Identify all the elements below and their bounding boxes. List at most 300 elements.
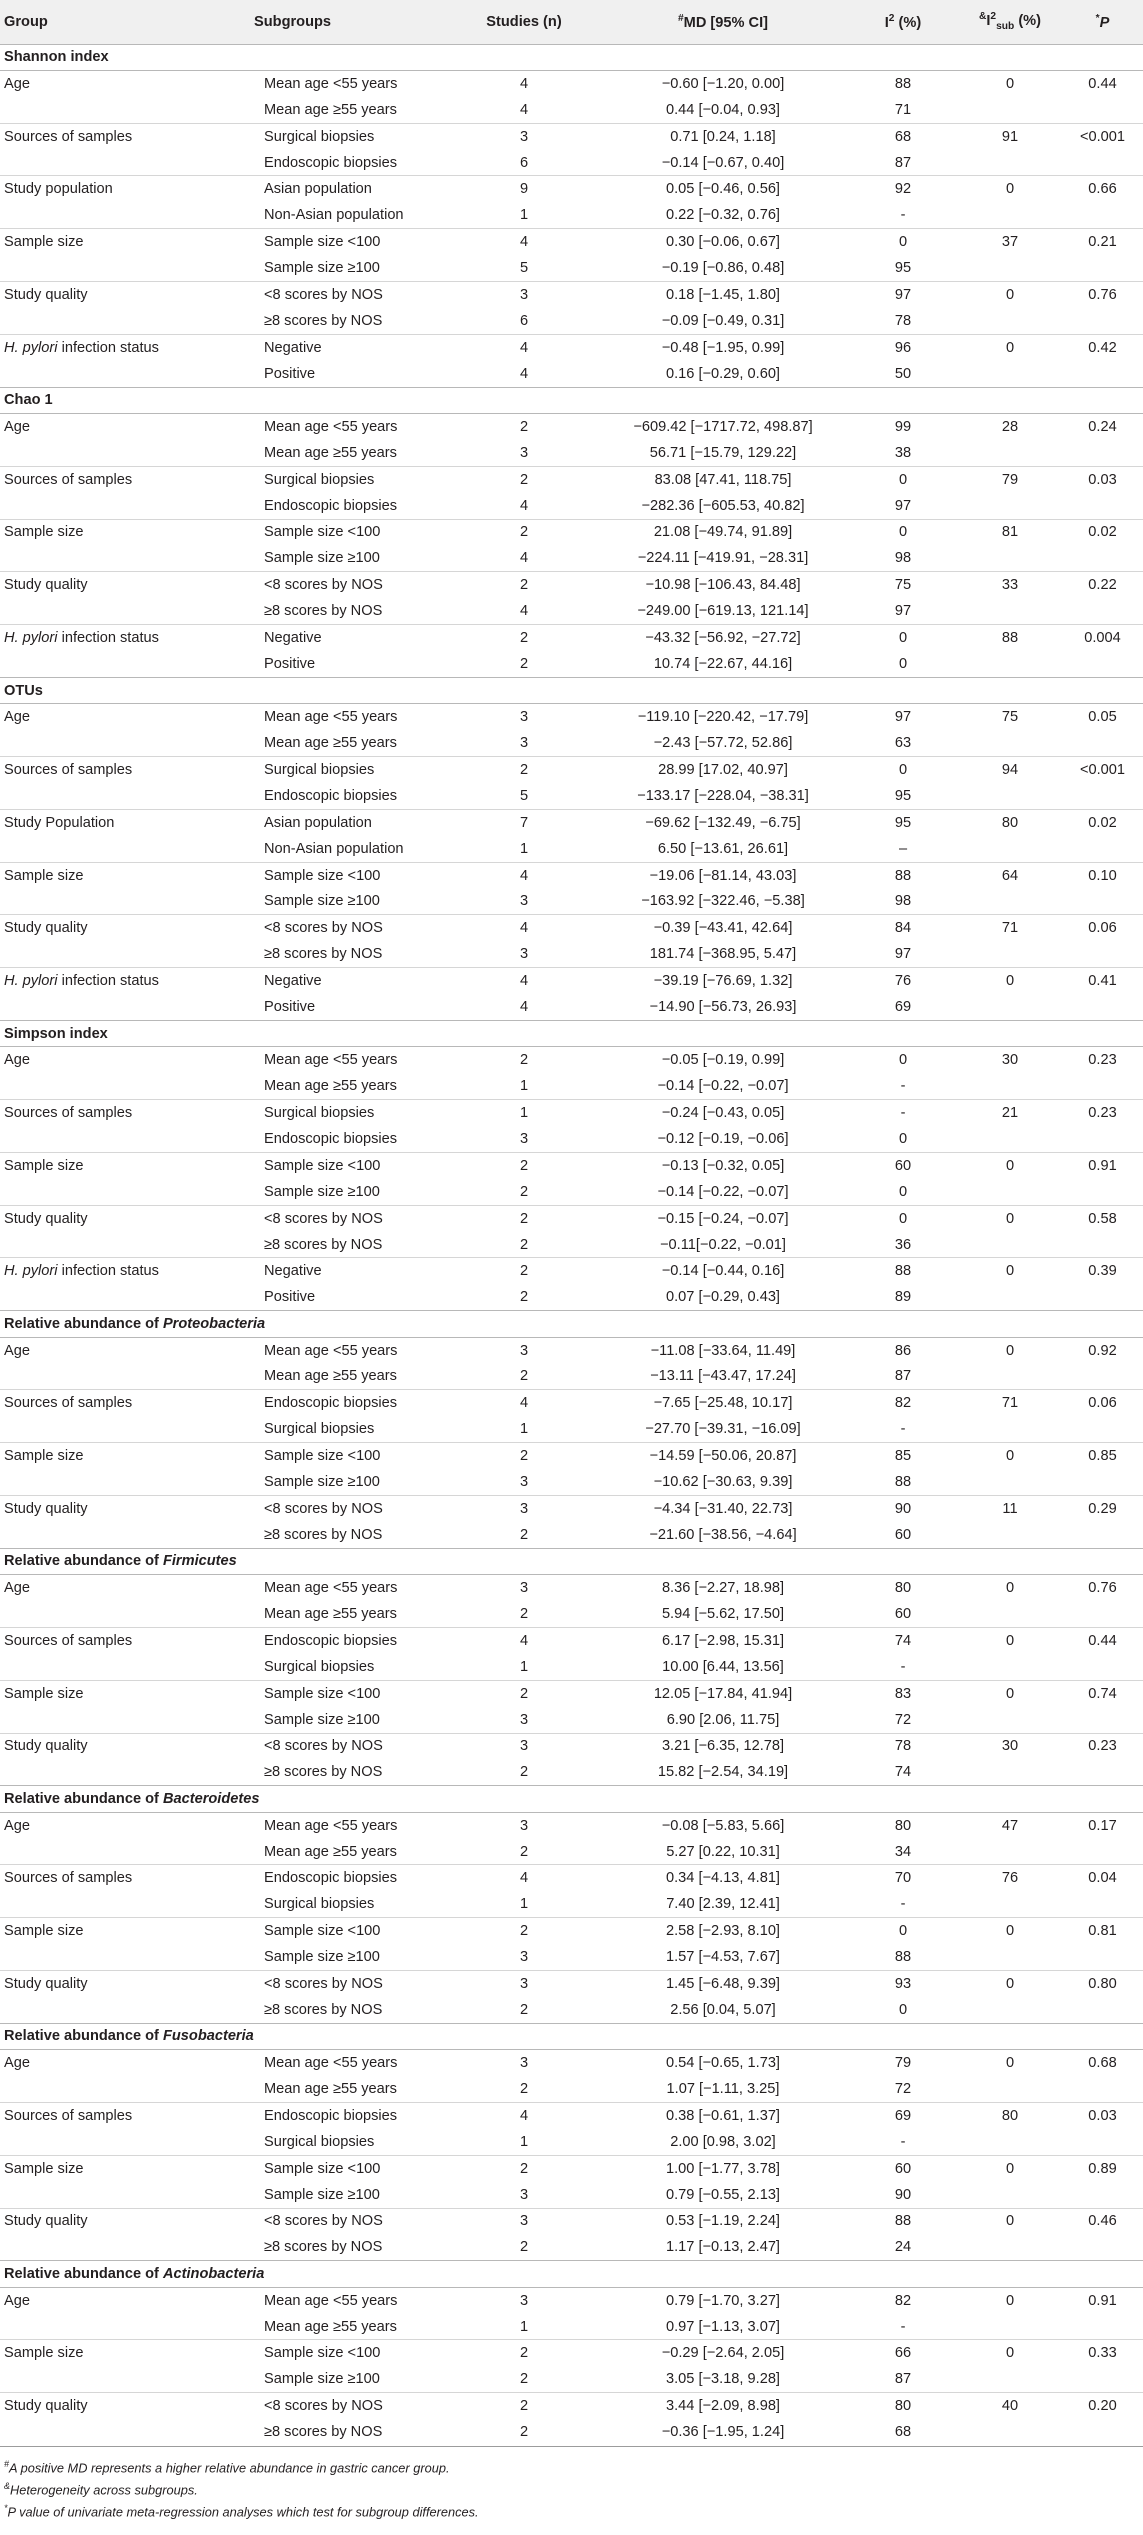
p-value-cell: 0.46 [1062, 2208, 1143, 2234]
section-title [0, 677, 1143, 703]
isub-cell: 0 [1005, 2055, 1015, 2072]
p-value-cell [1062, 2314, 1143, 2340]
studies-cell: 2 [519, 1605, 529, 1622]
md-ci-cell: −0.09 [−0.49, 0.31] [661, 312, 785, 329]
table-row [0, 545, 1143, 571]
group-name: Age [4, 2292, 30, 2309]
md-ci-cell: 1.07 [−1.11, 3.25] [666, 2081, 780, 2098]
md-ci-cell: −14.59 [−50.06, 20.87] [598, 1443, 848, 1469]
studies-cell: 3 [450, 2208, 598, 2234]
subgroup-cell: <8 scores by NOS [250, 1971, 450, 1997]
table-row [0, 1971, 1143, 1997]
md-ci-cell: 2.58 [−2.93, 8.10] [598, 1918, 848, 1944]
i2-cell: 74 [848, 1627, 958, 1653]
md-ci-cell: 2.00 [0.98, 3.02] [670, 2133, 776, 2150]
i2-cell: 70 [848, 1865, 958, 1891]
group-name: infection status [57, 630, 159, 647]
p-value-cell: 0.44 [1088, 75, 1117, 92]
p-value-cell [1062, 493, 1143, 519]
subgroup-cell: <8 scores by NOS [250, 572, 450, 598]
group-cell [0, 1337, 250, 1363]
p-value-cell: 0.004 [1062, 625, 1143, 651]
p-value-cell: 0.10 [1062, 862, 1143, 888]
studies-cell: 2 [450, 1443, 598, 1469]
subgroup-cell: Negative [250, 334, 450, 360]
i2-cell: 0 [898, 1183, 908, 1200]
studies-cell: 4 [519, 101, 529, 118]
p-value-cell: 0.23 [1088, 1052, 1117, 1069]
group-cell [0, 519, 250, 545]
md-ci-cell: 0.18 [−1.45, 1.80] [598, 282, 848, 308]
md-ci-cell: 15.82 [−2.54, 34.19] [657, 1764, 789, 1781]
studies-cell: 3 [519, 1130, 529, 1147]
table-row [0, 466, 1143, 492]
studies-cell: 3 [519, 1949, 529, 1966]
md-ci-cell: −0.14 [−0.22, −0.07] [657, 1078, 789, 1095]
isub-cell: 0 [958, 1627, 1062, 1653]
section-header-row [0, 1311, 1143, 1337]
isub-cell [958, 1654, 1062, 1680]
table-row [0, 783, 1143, 809]
md-ci-cell: 1.57 [−4.53, 7.67] [665, 1949, 780, 1966]
md-ci-cell: −2.43 [−57.72, 52.86] [653, 735, 793, 752]
subgroup-cell: Endoscopic biopsies [264, 787, 398, 804]
i2-cell: 68 [848, 123, 958, 149]
table-row [0, 994, 1143, 1020]
studies-cell: 2 [519, 1764, 529, 1781]
subgroup-cell: Mean age ≥55 years [264, 1078, 397, 1095]
studies-cell: 4 [450, 334, 598, 360]
section-title-text: Simpson index [4, 1025, 108, 1042]
isub-cell [958, 836, 1062, 862]
isub-cell [958, 1997, 1062, 2023]
table-row [0, 229, 1143, 255]
header-isub [958, 0, 1062, 44]
group-name: Sample size [4, 1448, 84, 1465]
md-ci-cell: −0.13 [−0.32, 0.05] [598, 1152, 848, 1178]
table-row [0, 836, 1143, 862]
studies-cell: 2 [519, 2081, 529, 2098]
md-ci-cell: −0.08 [−5.83, 5.66] [661, 1817, 785, 1834]
group-name: Sources of samples [4, 2107, 133, 2124]
section-title-taxon: Firmicutes [162, 1553, 237, 1570]
isub-cell [958, 2419, 1062, 2445]
table-row [0, 308, 1143, 334]
i2-cell: 90 [894, 2186, 912, 2203]
group-name: Age [4, 1817, 30, 1834]
table-row [0, 730, 1143, 756]
md-ci-cell: 0.05 [−0.46, 0.56] [598, 176, 848, 202]
subgroup-cell: <8 scores by NOS [250, 2393, 450, 2419]
subgroup-cell: Mean age <55 years [264, 1342, 398, 1359]
section-title [0, 1311, 1143, 1337]
p-value-cell [1062, 1601, 1143, 1627]
i2-cell: 95 [894, 787, 912, 804]
group-name: Study quality [4, 286, 88, 303]
section-header-row [0, 2023, 1143, 2049]
md-ci-cell: −21.60 [−38.56, −4.64] [649, 1526, 797, 1543]
subgroup-cell: Surgical biopsies [264, 1658, 375, 1675]
md-ci-cell: −0.39 [−43.41, 42.64] [598, 915, 848, 941]
group-cell [0, 2314, 250, 2340]
md-ci-cell: −27.70 [−39.31, −16.09] [645, 1421, 801, 1438]
p-value-cell: 0.03 [1062, 466, 1143, 492]
i2-cell: - [900, 2318, 906, 2335]
p-value-cell [1062, 255, 1143, 281]
header-isub-letter: I [986, 13, 991, 30]
subgroup-cell: ≥8 scores by NOS [264, 1526, 383, 1543]
p-value-cell [1062, 97, 1143, 123]
isub-cell: 0 [958, 282, 1062, 308]
p-value-cell [1062, 2076, 1143, 2102]
isub-cell: 0 [1005, 1342, 1015, 1359]
footnote-text: P value of univariate meta-regression analyses which test for subgroup differences. [7, 2504, 479, 2520]
studies-cell: 4 [519, 999, 529, 1015]
group-cell [0, 1152, 250, 1178]
isub-cell: 0 [958, 2340, 1062, 2366]
p-value-cell [1062, 1944, 1143, 1970]
subgroup-cell: ≥8 scores by NOS [264, 2239, 383, 2256]
md-ci-cell: −0.05 [−0.19, 0.99] [661, 1052, 785, 1069]
section-title-text: Relative abundance of [4, 2266, 163, 2282]
footnote [4, 2477, 1139, 2499]
md-ci-cell: −0.48 [−1.95, 0.99] [598, 334, 848, 360]
table-row [0, 1944, 1143, 1970]
section-title [0, 387, 1143, 413]
isub-cell [958, 361, 1062, 387]
header-p-letter: P [1099, 14, 1110, 31]
subgroup-cell: Endoscopic biopsies [264, 154, 398, 171]
i2-cell: 95 [894, 260, 912, 277]
i2-cell: 88 [894, 1949, 912, 1966]
p-value-cell [1062, 1997, 1143, 2023]
studies-cell: 4 [519, 550, 529, 567]
table-row [0, 1865, 1143, 1891]
md-ci-cell: 3.21 [−6.35, 12.78] [598, 1733, 848, 1759]
isub-cell [958, 941, 1062, 967]
group-cell [0, 1284, 250, 1310]
p-value-cell: 0.42 [1062, 334, 1143, 360]
table-row [0, 2208, 1143, 2234]
group-cell [0, 545, 250, 571]
isub-cell: 80 [958, 2102, 1062, 2128]
i2-cell: 78 [894, 312, 912, 329]
i2-cell: 0 [848, 757, 958, 783]
table-row [0, 809, 1143, 835]
isub-cell: 0 [958, 334, 1062, 360]
group-cell [0, 255, 250, 281]
studies-cell: 1 [519, 1078, 529, 1095]
group-name: Age [4, 418, 30, 435]
subgroup-cell: Surgical biopsies [264, 1896, 375, 1913]
md-ci-cell: −119.10 [−220.42, −17.79] [637, 709, 809, 726]
table-row [0, 1918, 1143, 1944]
table-row [0, 70, 1143, 96]
group-cell [0, 1997, 250, 2023]
group-name: Study quality [4, 2213, 88, 2230]
i2-cell: 80 [894, 1580, 912, 1597]
group-cell [0, 334, 250, 360]
p-value-cell [1062, 1759, 1143, 1785]
i2-cell: 60 [894, 1526, 912, 1543]
table-row [0, 202, 1143, 228]
isub-cell [958, 255, 1062, 281]
md-ci-cell: 0.30 [−0.06, 0.67] [598, 229, 848, 255]
studies-cell: 3 [519, 709, 529, 726]
section-title-text: Chao 1 [4, 392, 53, 409]
isub-cell: 0 [1005, 75, 1015, 92]
p-value-cell: 0.39 [1062, 1258, 1143, 1284]
subgroup-cell: Sample size <100 [250, 1680, 450, 1706]
group-name-italic: H. pylori [4, 339, 58, 356]
i2-cell: 24 [894, 2239, 912, 2256]
isub-cell: 80 [958, 809, 1062, 835]
studies-cell: 4 [450, 1390, 598, 1416]
section-header-row [0, 2261, 1143, 2287]
p-value-cell: 0.02 [1062, 809, 1143, 835]
subgroup-cell: Mean age ≥55 years [264, 101, 397, 118]
group-name: Sample size [4, 2345, 84, 2362]
header-i2-suffix: (%) [894, 14, 922, 31]
isub-cell: 76 [958, 1865, 1062, 1891]
subgroup-cell: Sample size ≥100 [264, 1183, 380, 1200]
table-row [0, 572, 1143, 598]
subgroup-cell: Positive [264, 655, 316, 672]
group-cell [0, 413, 250, 439]
studies-cell: 4 [450, 915, 598, 941]
section-header-row [0, 1786, 1143, 1812]
p-value-cell [1062, 1839, 1143, 1865]
subgroup-cell: Surgical biopsies [264, 1421, 375, 1438]
studies-cell: 1 [519, 840, 529, 857]
table-row [0, 2340, 1143, 2366]
subgroup-cell: Mean age ≥55 years [264, 2318, 397, 2335]
p-value-cell: <0.001 [1062, 757, 1143, 783]
table-row [0, 519, 1143, 545]
group-cell [0, 440, 250, 466]
md-ci-cell: 0.34 [−4.13, 4.81] [598, 1865, 848, 1891]
md-ci-cell: 2.56 [0.04, 5.07] [670, 2001, 776, 2018]
footnote [4, 2499, 1139, 2521]
p-value-cell: 0.58 [1062, 1205, 1143, 1231]
table-row [0, 1469, 1143, 1495]
md-ci-cell: −0.14 [−0.67, 0.40] [661, 154, 785, 171]
md-ci-cell: −19.06 [−81.14, 43.03] [598, 862, 848, 888]
isub-cell: 75 [1001, 709, 1019, 726]
p-value-cell [1062, 1179, 1143, 1205]
group-cell [0, 1416, 250, 1442]
md-ci-cell: −0.24 [−0.43, 0.05] [598, 1100, 848, 1126]
isub-cell [958, 1944, 1062, 1970]
studies-cell: 6 [519, 312, 529, 329]
subgroup-cell: Mean age ≥55 years [264, 1843, 397, 1860]
p-value-cell [1062, 150, 1143, 176]
i2-cell: - [900, 1658, 906, 1675]
p-value-cell: 0.17 [1088, 1817, 1117, 1834]
subgroup-cell: Positive [264, 1289, 316, 1306]
studies-cell: 6 [519, 154, 529, 171]
group-name: Study quality [4, 920, 88, 937]
table-row [0, 1680, 1143, 1706]
i2-cell: 96 [848, 334, 958, 360]
isub-cell [958, 97, 1062, 123]
p-value-cell: 0.04 [1062, 1865, 1143, 1891]
group-cell [0, 941, 250, 967]
p-value-cell: 0.81 [1062, 1918, 1143, 1944]
isub-cell [958, 2182, 1062, 2208]
i2-cell: 87 [894, 1368, 912, 1385]
isub-cell: 0 [958, 176, 1062, 202]
p-value-cell: 0.68 [1088, 2055, 1117, 2072]
i2-cell: 97 [894, 603, 912, 620]
group-cell [0, 1364, 250, 1390]
table-row [0, 493, 1143, 519]
i2-cell: 0 [898, 1052, 908, 1069]
subgroup-cell: Sample size ≥100 [264, 2186, 380, 2203]
p-value-cell: 0.76 [1062, 282, 1143, 308]
group-cell [0, 493, 250, 519]
section-title [0, 1020, 1143, 1046]
i2-cell: 0 [848, 519, 958, 545]
isub-cell [958, 889, 1062, 915]
studies-cell: 2 [450, 466, 598, 492]
studies-cell: 3 [450, 1495, 598, 1521]
subgroup-cell: Surgical biopsies [250, 1100, 450, 1126]
i2-cell: 86 [894, 1342, 912, 1359]
section-title [0, 1548, 1143, 1574]
header-md-mark: # [677, 12, 684, 24]
group-cell [0, 229, 250, 255]
table-row [0, 1152, 1143, 1178]
subgroup-cell: <8 scores by NOS [250, 1205, 450, 1231]
md-ci-cell: 6.50 [−13.61, 26.61] [657, 840, 789, 857]
table-row [0, 1891, 1143, 1917]
p-value-cell: 0.44 [1062, 1627, 1143, 1653]
group-cell [0, 2102, 250, 2128]
studies-cell: 2 [519, 2239, 529, 2256]
group-cell [0, 2076, 250, 2102]
p-value-cell: 0.03 [1062, 2102, 1143, 2128]
md-ci-cell: 181.74 [−368.95, 5.47] [649, 946, 797, 963]
studies-cell: 7 [450, 809, 598, 835]
studies-cell: 4 [519, 75, 529, 92]
group-name: Sources of samples [4, 471, 133, 488]
studies-cell: 3 [519, 2186, 529, 2203]
table-row [0, 361, 1143, 387]
table-row [0, 123, 1143, 149]
group-cell [0, 809, 250, 835]
section-title-taxon: Proteobacteria [162, 1315, 266, 1332]
p-value-cell [1062, 545, 1143, 571]
isub-cell: 71 [958, 1390, 1062, 1416]
header-isub-sup: 2 [990, 11, 997, 23]
group-cell [0, 176, 250, 202]
subgroup-cell: Surgical biopsies [250, 757, 450, 783]
md-ci-cell: −0.29 [−2.64, 2.05] [598, 2340, 848, 2366]
p-value-cell [1062, 2419, 1143, 2445]
subgroup-cell: Mean age ≥55 years [264, 1368, 397, 1385]
table-row [0, 757, 1143, 783]
group-cell [0, 2366, 250, 2392]
studies-cell: 2 [519, 2371, 529, 2388]
table-row [0, 1205, 1143, 1231]
i2-cell: 75 [848, 572, 958, 598]
table-row [0, 651, 1143, 677]
group-cell [0, 1443, 250, 1469]
section-title-text: Shannon index [4, 49, 109, 66]
p-value-cell: 0.91 [1062, 1152, 1143, 1178]
group-cell [0, 730, 250, 756]
subgroup-cell: <8 scores by NOS [250, 2208, 450, 2234]
p-value-cell: 0.23 [1062, 1100, 1143, 1126]
subgroup-cell: Mean age <55 years [264, 2055, 398, 2072]
isub-cell [958, 2234, 1062, 2260]
p-value-cell: 0.89 [1062, 2155, 1143, 2181]
isub-cell: 28 [1001, 418, 1019, 435]
group-name: Sources of samples [4, 1632, 133, 1649]
group-cell [0, 1680, 250, 1706]
studies-cell: 3 [519, 1817, 529, 1834]
table-row [0, 2393, 1143, 2419]
md-ci-cell: 0.79 [−1.70, 3.27] [665, 2292, 780, 2309]
i2-cell: 97 [894, 709, 912, 726]
table-row [0, 2050, 1143, 2076]
group-cell [0, 2393, 250, 2419]
md-ci-cell: 1.17 [−0.13, 2.47] [665, 2239, 780, 2256]
isub-cell [958, 493, 1062, 519]
subgroup-cell: Mean age ≥55 years [264, 1605, 397, 1622]
isub-cell [958, 1073, 1062, 1099]
table-row [0, 915, 1143, 941]
i2-cell: 68 [894, 2424, 912, 2441]
isub-cell: 47 [1001, 1817, 1019, 1834]
table-row [0, 2419, 1143, 2445]
subgroup-cell: Mean age ≥55 years [264, 2081, 397, 2098]
table-row [0, 1601, 1143, 1627]
studies-cell: 2 [519, 655, 529, 672]
i2-cell: 87 [894, 154, 912, 171]
table-row [0, 2182, 1143, 2208]
md-ci-cell: −13.11 [−43.47, 17.24] [650, 1368, 796, 1385]
i2-cell: 0 [898, 2001, 908, 2018]
studies-cell: 2 [519, 1843, 529, 1860]
isub-cell [958, 2076, 1062, 2102]
md-ci-cell: −39.19 [−76.69, 1.32] [598, 968, 848, 994]
table-row [0, 1126, 1143, 1152]
p-value-cell: 0.23 [1062, 1733, 1143, 1759]
studies-cell: 2 [519, 1183, 529, 1200]
group-cell [0, 968, 250, 994]
p-value-cell: 0.21 [1062, 229, 1143, 255]
group-name: Study quality [4, 1975, 88, 1992]
isub-cell [958, 1469, 1062, 1495]
isub-cell [958, 1416, 1062, 1442]
table-row [0, 1364, 1143, 1390]
group-name: Sample size [4, 2160, 84, 2177]
section-header-row [0, 1548, 1143, 1574]
table-row [0, 282, 1143, 308]
p-value-cell [1062, 598, 1143, 624]
p-value-cell [1062, 1707, 1143, 1733]
i2-cell: 38 [894, 444, 912, 461]
table-row [0, 1073, 1143, 1099]
i2-cell: 34 [894, 1843, 912, 1860]
studies-cell: 3 [450, 123, 598, 149]
section-title [0, 44, 1143, 70]
p-value-cell: 0.74 [1062, 1680, 1143, 1706]
group-name: Sample size [4, 1923, 84, 1940]
subgroup-cell: Mean age ≥55 years [264, 735, 397, 752]
